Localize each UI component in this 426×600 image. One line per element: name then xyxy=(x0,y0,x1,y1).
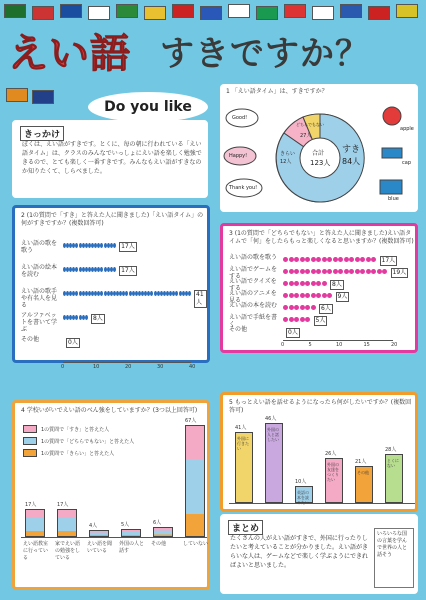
q3-dot xyxy=(360,257,365,262)
q5-bar-label: 英語の本を読 xyxy=(297,489,309,500)
flag-icon xyxy=(32,6,54,20)
q3-axis xyxy=(283,340,393,341)
q2-tick: 30 xyxy=(157,364,164,370)
pie-dislike-label: きらい xyxy=(280,151,296,157)
q4-bar xyxy=(57,509,77,537)
q3-dot xyxy=(294,257,299,262)
q3-count: 5人 xyxy=(315,317,326,324)
q3-dot xyxy=(371,269,376,274)
q4-bar-label: 外国の人と話す xyxy=(119,541,145,554)
q3-row-label: えい語でゲームをする xyxy=(229,266,278,280)
q3-dot xyxy=(366,257,371,262)
q5-bar-label: とくにない xyxy=(387,458,399,469)
blue-label: blue xyxy=(388,196,399,202)
pie-total: 123人 xyxy=(310,159,331,167)
flag-icon xyxy=(228,4,250,18)
q3-row-label: えい語でクイズをする xyxy=(229,278,277,292)
q4-bar-total: 67人 xyxy=(185,418,197,424)
bubble-thankyou: Thank you! xyxy=(229,185,258,191)
subtitle-pre: Do you like xyxy=(104,99,192,115)
shirt-icon xyxy=(380,180,402,194)
flag-icon xyxy=(200,6,222,20)
q3-dot xyxy=(305,293,310,298)
q5-bar-count: 21人 xyxy=(355,459,367,466)
q3-count: 6人 xyxy=(321,305,331,312)
q3-dot xyxy=(283,305,288,310)
q3-dot xyxy=(338,269,343,274)
q3-dot xyxy=(344,269,349,274)
q3-count: 8人 xyxy=(332,281,342,288)
q3-dot xyxy=(305,305,310,310)
summary-side: いろいろな国の言葉を学んで世界の人と話そう xyxy=(374,528,414,588)
summary-tag: まとめ xyxy=(228,520,263,535)
q5-axis xyxy=(229,503,415,504)
q3-dot xyxy=(360,269,365,274)
pie-neutral-count: 27人 xyxy=(300,133,312,139)
q3-dot xyxy=(300,281,305,286)
bubble-happy: Happy! xyxy=(229,153,248,159)
q3-tick: 0 xyxy=(281,342,285,348)
q3-count: 19人 xyxy=(392,269,407,276)
subtitle xyxy=(88,92,208,122)
pie-total-label: 合計 xyxy=(312,150,325,157)
q3-row-label: えい語の歌を歌う xyxy=(229,254,278,261)
q2-axis xyxy=(63,362,191,363)
q3-row-label: えい語で手紙を書く xyxy=(229,314,278,328)
q4-bar xyxy=(153,527,173,537)
q3-row-label: えい語の本を読む xyxy=(229,302,278,309)
q4-bar xyxy=(121,529,141,537)
pie-heading: 1 「えい語タイム」は、すきですか？ xyxy=(226,88,328,95)
q2-row-label: えい語の歌手や有名人を見る xyxy=(21,288,58,309)
q4-bar xyxy=(25,509,45,537)
q5-panel xyxy=(220,392,418,512)
flag-icon xyxy=(6,88,28,102)
flag-icon xyxy=(172,4,194,18)
q3-dot xyxy=(311,281,316,286)
q3-row-label: えい語のアニメを見る xyxy=(229,290,277,304)
q3-dot xyxy=(283,317,288,322)
q3-dot xyxy=(300,305,305,310)
q4-bar-total: 4人 xyxy=(89,523,98,530)
q2-count: 17人 xyxy=(121,267,135,274)
q3-dot xyxy=(322,269,327,274)
q2-count: 41人 xyxy=(194,290,207,308)
q2-row-label: えい語の絵本を読む xyxy=(21,264,58,278)
q4-legend-like: 1の質問で「すき」と答えた人 xyxy=(41,427,110,433)
q3-dot xyxy=(300,317,305,322)
q3-dot xyxy=(311,305,316,310)
cap-label: cap xyxy=(402,160,411,166)
q3-dot xyxy=(327,293,332,298)
q3-dot xyxy=(355,257,360,262)
q3-dot xyxy=(338,257,343,262)
q3-dot xyxy=(305,317,310,322)
q3-dot xyxy=(355,269,360,274)
q4-bar-total: 17人 xyxy=(25,501,37,508)
q2-dot xyxy=(188,291,191,296)
q5-bar-label: 外国に行きたい xyxy=(237,435,249,451)
q2-heading: 2 (1の質問で「すき」と答えた人に聞きました)「えい語タイム」の何がすきですか？(複数回答可) xyxy=(21,212,204,227)
flag-icon xyxy=(4,4,26,18)
legend-swatch-dislike xyxy=(23,449,37,457)
flag-icon xyxy=(116,4,138,18)
flag-icon xyxy=(368,6,390,20)
q5-bar-label: 外国の友達をつくりたい xyxy=(327,461,339,482)
q3-dot xyxy=(377,269,382,274)
flag-icon xyxy=(60,4,82,18)
q2-tick: 40 xyxy=(189,364,196,370)
flag-icon xyxy=(144,6,166,20)
q3-dot xyxy=(289,293,294,298)
pie-panel xyxy=(220,84,418,212)
intro-panel xyxy=(12,120,208,198)
summary-text: たくさんの人がえい語がすきで、外国に行ったりしたいと考えていることが分かりました。えい語がきらいな人は、ゲームなどで楽しく学ぶようにできればよいと思いました。 xyxy=(230,535,369,569)
flag-icon xyxy=(32,90,54,104)
q5-bar-count: 46人 xyxy=(265,416,277,422)
q2-dot xyxy=(125,291,128,296)
q2-count: 8人 xyxy=(92,315,103,322)
q3-dot xyxy=(294,305,299,310)
q4-bar-label: えい語を聞いている xyxy=(87,541,113,554)
q3-tick: 5 xyxy=(308,342,312,348)
flag-cluster xyxy=(6,88,66,114)
q3-dot xyxy=(371,257,376,262)
q4-bar-label: えい語教室に行っている xyxy=(23,541,49,561)
q3-dot xyxy=(311,269,316,274)
q3-dot xyxy=(283,257,288,262)
pie-like-count: 84人 xyxy=(342,157,361,166)
q3-count: 17人 xyxy=(381,257,396,264)
q3-dot xyxy=(322,257,327,262)
q3-count: 9人 xyxy=(337,293,348,300)
q4-bar-total: 6人 xyxy=(153,519,162,526)
q4-heading: 4 学校いがいでえい語のべん強をしていますか？(3つ以上回答可) xyxy=(21,407,198,414)
flag-icon xyxy=(312,6,334,20)
q4-legend-dislike: 1の質問で「きらい」と答えた人 xyxy=(41,451,115,457)
q3-dot xyxy=(289,281,294,286)
q3-dot xyxy=(294,317,299,322)
q3-dot xyxy=(305,269,310,274)
q3-dot xyxy=(289,317,294,322)
q2-count: 0人 xyxy=(68,339,78,346)
q3-dot xyxy=(300,293,305,298)
q5-bar-count: 10人 xyxy=(295,478,307,485)
q3-dot xyxy=(294,269,299,274)
q3-dot xyxy=(327,257,332,262)
q2-row-label: えい語の歌を歌う xyxy=(21,240,58,254)
q3-dot xyxy=(344,257,349,262)
q5-bar-label: 外国の人と話したい xyxy=(267,427,279,442)
apple-label: apple xyxy=(400,126,414,132)
pie-like-label: すき xyxy=(342,145,361,155)
q3-dot xyxy=(349,269,354,274)
flag-icon xyxy=(88,6,110,20)
q2-panel xyxy=(12,205,210,370)
q3-dot xyxy=(316,293,321,298)
q3-dot xyxy=(294,293,299,298)
title-part2: すきですか？ xyxy=(160,34,370,74)
q2-tick: 10 xyxy=(93,364,100,370)
bubble-good: Good! xyxy=(232,115,248,121)
q3-dot xyxy=(294,281,299,286)
q5-bar-count: 28人 xyxy=(385,447,397,454)
q3-dot xyxy=(322,293,327,298)
q4-axis xyxy=(21,537,207,538)
q2-row-label: アルファベットを書いて学ぶ xyxy=(21,312,58,333)
q2-tick: 0 xyxy=(61,364,65,370)
q2-tick: 20 xyxy=(125,364,132,370)
q3-dot xyxy=(366,269,371,274)
q2-row-label: その他 xyxy=(21,336,40,343)
q3-heading: 3 (1の質問で「どちらでもない」と答えた人に聞きました)えい語タイムで「何」をしたらもっと楽しくなると思いますか？(複数回答可) xyxy=(229,230,414,245)
flag-icon xyxy=(284,4,306,18)
q3-tick: 15 xyxy=(363,342,370,348)
q3-tick: 10 xyxy=(336,342,343,348)
q3-dot xyxy=(283,281,288,286)
q3-dot xyxy=(289,269,294,274)
q5-bar-count: 26人 xyxy=(325,450,337,457)
q4-bar xyxy=(185,425,205,537)
q2-dot xyxy=(113,243,116,248)
q3-dot xyxy=(289,257,294,262)
q2-dot xyxy=(113,267,116,272)
q4-bar-total: 17人 xyxy=(57,501,69,508)
q3-dot xyxy=(300,257,305,262)
q5-heading: 5 もっとえい語を話せるようになったら何がしたいですか？(複数回答可) xyxy=(229,399,412,414)
cap-icon xyxy=(382,148,402,158)
q3-dot xyxy=(333,257,338,262)
q3-dot xyxy=(300,269,305,274)
intro-tag: きっかけ xyxy=(20,126,64,141)
q2-dot xyxy=(85,315,88,320)
pie-neutral-label: どちらでもない xyxy=(296,122,324,127)
q3-dot xyxy=(333,269,338,274)
q3-dot xyxy=(305,281,310,286)
q3-dot xyxy=(349,257,354,262)
apple-icon xyxy=(383,107,401,125)
q4-panel xyxy=(12,400,210,590)
summary-panel xyxy=(220,514,418,594)
pie-dislike-count: 12人 xyxy=(280,159,292,165)
q5-bar-count: 41人 xyxy=(235,424,247,431)
q3-dot xyxy=(316,257,321,262)
q4-bar-label: していない xyxy=(183,541,209,547)
q4-bar xyxy=(89,530,109,537)
flag-icon xyxy=(256,6,278,20)
q3-count: 0人 xyxy=(288,329,298,336)
q3-dot xyxy=(322,281,327,286)
q3-dot xyxy=(316,269,321,274)
q3-dot xyxy=(316,281,321,286)
q3-row-label: その他 xyxy=(229,326,248,333)
q3-dot xyxy=(327,269,332,274)
q4-bar-total: 5人 xyxy=(121,521,130,528)
q3-dot xyxy=(283,293,288,298)
legend-swatch-like xyxy=(23,425,37,433)
intro-text: ぼくは、えい語がすきです。とくに、毎の朝に行われている「えい語タイム」は、クラスのみんなでいっしょにえい語を楽しく勉強できるので、とても楽しく一番すきです。みんなもえい語がすきなのか知りたくて、しらべました。 xyxy=(22,141,202,175)
flag-icon xyxy=(340,4,362,18)
q3-dot xyxy=(311,293,316,298)
q2-dot xyxy=(150,291,153,296)
title-part1: えい語 xyxy=(8,31,131,77)
q3-dot xyxy=(305,257,310,262)
q3-dot xyxy=(289,305,294,310)
legend-swatch-neutral xyxy=(23,437,37,445)
q3-panel xyxy=(220,223,418,353)
q3-dot xyxy=(311,257,316,262)
q4-legend-neutral: 1の質問で「どちらでもない」と答えた人 xyxy=(41,439,135,445)
q2-dot xyxy=(175,291,178,296)
q3-dot xyxy=(283,269,288,274)
q4-bar-label: 家でえい語の勉強をしている xyxy=(55,541,81,561)
flag-icon xyxy=(396,4,418,18)
q5-bar-label: その他 xyxy=(357,470,369,476)
q3-dot xyxy=(382,269,387,274)
q3-tick: 20 xyxy=(391,342,398,348)
q2-count: 17人 xyxy=(121,243,135,250)
q4-bar-label: その他 xyxy=(151,541,167,547)
page-title xyxy=(0,22,426,77)
